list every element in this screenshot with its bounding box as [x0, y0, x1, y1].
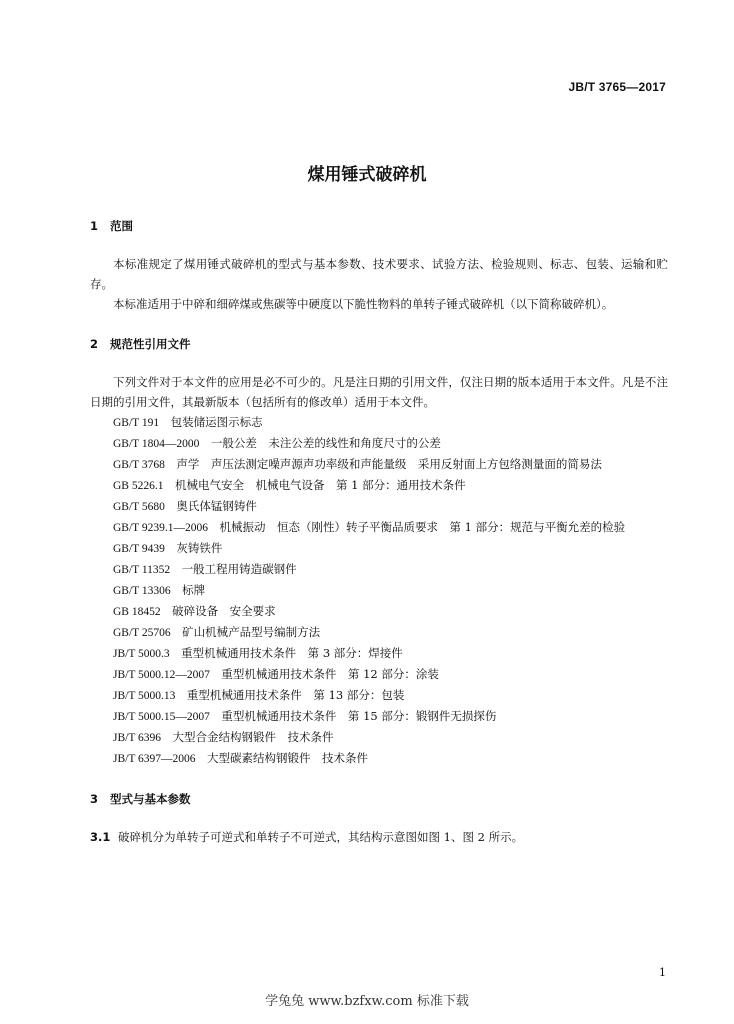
footer-watermark: 学兔兔 www.bzfxw.com 标准下载: [265, 994, 469, 1009]
reference-title: 重型机械通用技术条件 第 15 部分：锻钢件无损探伤: [221, 709, 497, 723]
reference-code: GB/T 3768: [113, 459, 165, 471]
reference-code: JB/T 5000.15—2007: [113, 711, 210, 723]
reference-title: 机械振动 恒态（刚性）转子平衡品质要求 第 1 部分：规范与平衡允差的检验: [219, 520, 626, 534]
reference-code: JB/T 6396: [113, 732, 162, 744]
reference-title: 一般工程用铸造碳钢件: [181, 562, 297, 576]
reference-item: [90, 706, 668, 727]
section-title: 规范性引用文件: [110, 337, 191, 351]
section-number: 2: [90, 337, 99, 351]
reference-title: 矿山机械产品型号编制方法: [182, 625, 321, 639]
reference-item: [90, 643, 668, 664]
reference-item: [90, 475, 668, 496]
reference-title: 声学 声压法测定噪声源声功率级和声能量级 采用反射面上方包络测量面的简易法: [176, 457, 602, 471]
reference-title: 一般公差 未注公差的线性和角度尺寸的公差: [210, 436, 441, 450]
reference-item: [90, 517, 668, 538]
document-title: 煤用锤式破碎机: [307, 165, 427, 185]
reference-code: JB/T 5000.13: [113, 690, 176, 702]
scope-paragraph-2: 本标准适用于中碎和细碎煤或焦碳等中硬度以下脆性物料的单转子锤式破碎机（以下简称破碎机）。: [113, 297, 614, 311]
reference-title: 标牌: [182, 583, 206, 597]
reference-item: [90, 433, 668, 454]
reference-item: [90, 601, 668, 622]
reference-title: 大型碳素结构钢锻件 技术条件: [207, 751, 369, 765]
reference-list: [90, 412, 668, 769]
section-number: 3: [90, 792, 99, 806]
reference-title: 大型合金结构钢锻件 技术条件: [172, 730, 334, 744]
reference-code: GB/T 5680: [113, 501, 165, 513]
reference-item: [90, 412, 668, 433]
reference-item: [90, 727, 668, 748]
reference-title: 灰铸铁件: [176, 541, 223, 555]
reference-code: GB/T 13306: [113, 585, 171, 597]
clause-3-1: [90, 827, 668, 847]
clause-number: 3.1: [90, 830, 111, 844]
reference-item: [90, 685, 668, 706]
reference-code: GB/T 191: [113, 417, 160, 429]
section-heading-scope: [90, 216, 668, 236]
reference-code: GB/T 11352: [113, 564, 171, 576]
references-intro: 下列文件对于本文件的应用是必不可少的。凡是注日期的引用文件，仅注日期的版本适用于本文件。凡是不注日期的引用文件，其最新版本（包括所有的修改单）适用于本文件。: [90, 375, 668, 409]
reference-code: GB 18452: [113, 606, 161, 618]
document-body: [90, 216, 668, 847]
reference-title: 机械电气安全 机械电气设备 第 1 部分：通用技术条件: [174, 478, 466, 492]
reference-code: JB/T 6397—2006: [113, 753, 196, 765]
reference-item: [90, 664, 668, 685]
section-title: 范围: [110, 219, 133, 233]
reference-code: GB/T 1804—2000: [113, 438, 200, 450]
reference-title: 破碎设备 安全要求: [172, 604, 276, 618]
reference-item: [90, 622, 668, 643]
reference-title: 重型机械通用技术条件 第 12 部分：涂装: [221, 667, 439, 681]
reference-code: GB 5226.1: [113, 480, 164, 492]
reference-item: [90, 748, 668, 769]
section-heading-normative-references: [90, 334, 668, 354]
reference-title: 重型机械通用技术条件 第 13 部分：包装: [186, 688, 405, 702]
reference-item: [90, 580, 668, 601]
scope-paragraph-1: 本标准规定了煤用锤式破碎机的型式与基本参数、技术要求、试验方法、检验规则、标志、包装、运输和贮存。: [90, 257, 668, 291]
reference-item: [90, 496, 668, 517]
page-number: 1: [659, 966, 666, 979]
reference-title: 重型机械通用技术条件 第 3 部分：焊接件: [181, 646, 403, 660]
reference-title: 包装储运图示标志: [170, 415, 263, 429]
reference-title: 奥氏体锰钢铸件: [176, 499, 257, 513]
doc-code: JB/T 3765—2017: [568, 80, 666, 94]
section-number: 1: [90, 219, 99, 233]
section-title: 型式与基本参数: [110, 792, 191, 806]
reference-code: JB/T 5000.3: [113, 648, 170, 660]
reference-code: GB/T 9239.1—2006: [113, 522, 208, 534]
reference-item: [90, 538, 668, 559]
reference-item: [90, 454, 668, 475]
section-heading-types-parameters: [90, 789, 668, 809]
clause-text: 破碎机分为单转子可逆式和单转子不可逆式，其结构示意图如图 1、图 2 所示。: [118, 830, 524, 844]
reference-code: GB/T 25706: [113, 627, 171, 639]
reference-code: GB/T 9439: [113, 543, 165, 555]
reference-item: [90, 559, 668, 580]
reference-code: JB/T 5000.12—2007: [113, 669, 210, 681]
